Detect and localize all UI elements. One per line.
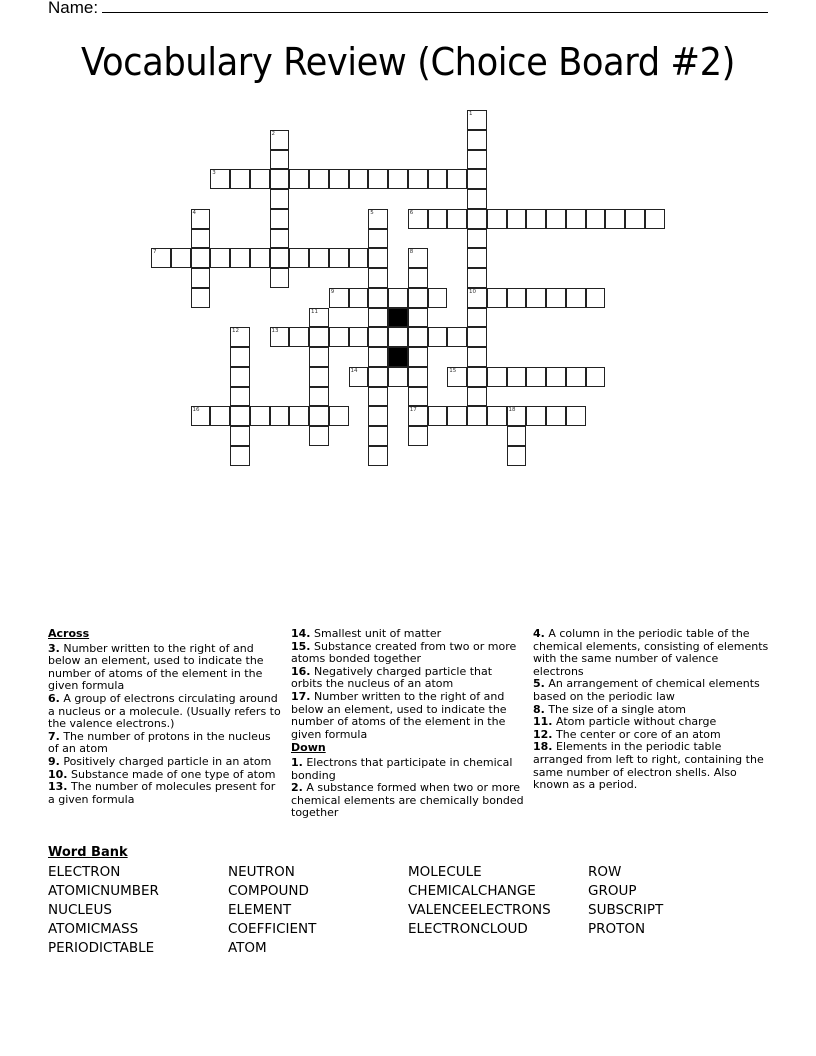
crossword-cell[interactable] (349, 169, 369, 189)
crossword-cell[interactable] (191, 209, 211, 229)
word-bank-item: CHEMICALCHANGE (408, 883, 536, 899)
word-bank-item: PROTON (588, 921, 646, 937)
crossword-cell[interactable] (467, 248, 487, 268)
word-bank-item: NEUTRON (228, 864, 295, 880)
clues-column-2 (291, 628, 526, 820)
clue: 13. The number of molecules present for a given formula (48, 780, 276, 806)
crossword-cell[interactable] (250, 169, 270, 189)
crossword-cell[interactable] (467, 387, 487, 407)
clue: 1. Electrons that participate in chemical bonding (291, 755, 513, 782)
crossword-cell[interactable] (447, 169, 467, 189)
clue-number: 9 (330, 288, 335, 295)
crossword-cell[interactable] (270, 229, 290, 249)
crossword-cell[interactable] (625, 209, 645, 229)
crossword-cell[interactable] (289, 327, 309, 347)
word-bank-item: COMPOUND (228, 883, 309, 899)
word-bank-item: GROUP (588, 883, 637, 899)
crossword-cell[interactable] (230, 426, 250, 446)
crossword-cell[interactable] (507, 209, 527, 229)
crossword-cell[interactable] (230, 347, 250, 367)
crossword-cell[interactable] (230, 406, 250, 426)
clue-number: 1 (469, 111, 473, 117)
crossword-cell[interactable] (270, 189, 290, 209)
crossword-cell[interactable] (507, 406, 527, 426)
crossword-cell[interactable] (408, 327, 428, 347)
crossword-cell[interactable] (329, 288, 349, 308)
clue-number: 11 (311, 308, 318, 315)
crossword-cell[interactable] (309, 426, 329, 446)
black-cell (388, 347, 408, 367)
clue: 7. The number of protons in the nucleus of an atom (48, 729, 271, 756)
crossword-cell[interactable] (467, 327, 487, 347)
word-bank-item: COEFFICIENT (228, 921, 317, 937)
crossword-cell[interactable] (289, 406, 309, 426)
word-bank-item: ATOMICMASS (48, 921, 139, 937)
crossword-cell[interactable] (191, 288, 211, 308)
crossword-cell[interactable] (171, 248, 191, 268)
crossword-cell[interactable] (368, 446, 388, 466)
word-bank-item: ROW (588, 864, 622, 880)
clue-number: 15 (449, 367, 457, 374)
crossword-cell[interactable] (388, 327, 408, 347)
crossword-cell[interactable] (309, 406, 329, 426)
crossword-cell[interactable] (408, 426, 428, 446)
crossword-cell[interactable] (408, 248, 428, 268)
crossword-cell[interactable] (309, 387, 329, 407)
clue: 15. Substance created from two or more atoms bonded together (291, 639, 517, 666)
word-bank (48, 845, 768, 956)
crossword-cell[interactable] (191, 229, 211, 249)
crossword-cell[interactable] (230, 327, 250, 347)
crossword-cell[interactable] (487, 209, 507, 229)
name-label: Name: (48, 0, 99, 17)
crossword-cell[interactable] (467, 189, 487, 209)
crossword-cell[interactable] (270, 268, 290, 288)
crossword-cell[interactable] (546, 406, 566, 426)
crossword-cell[interactable] (329, 327, 349, 347)
word-bank-item: SUBSCRIPT (588, 902, 664, 918)
crossword-cell[interactable] (368, 327, 388, 347)
crossword-cell[interactable] (428, 406, 448, 426)
word-bank-item: ELEMENT (228, 902, 292, 918)
clue-number: 13 (271, 328, 279, 335)
crossword-cell[interactable] (289, 169, 309, 189)
crossword-cell[interactable] (270, 327, 290, 347)
word-bank-item: MOLECULE (408, 864, 482, 880)
black-cell (388, 308, 408, 328)
crossword-cell[interactable] (526, 209, 546, 229)
crossword-cell[interactable] (309, 248, 329, 268)
crossword-cell[interactable] (428, 169, 448, 189)
clue-number: 6 (409, 209, 414, 216)
crossword-cell[interactable] (368, 308, 388, 328)
crossword-cell[interactable] (230, 446, 250, 466)
crossword-cell[interactable] (368, 426, 388, 446)
clue-number: 8 (409, 249, 414, 256)
crossword-cell[interactable] (270, 169, 290, 189)
crossword-cell[interactable] (329, 169, 349, 189)
clue: 3. Number written to the right of and below an element, used to indicate the number of atoms of the element in the given formula (48, 641, 264, 693)
crossword-cell[interactable] (645, 209, 665, 229)
crossword-cell[interactable] (230, 367, 250, 387)
crossword-cell[interactable] (408, 268, 428, 288)
word-bank-item: ELECTRON (48, 864, 121, 880)
clue-number: 2 (271, 130, 275, 137)
crossword-cell[interactable] (309, 327, 329, 347)
crossword-cell[interactable] (368, 406, 388, 426)
across-heading: Across (48, 627, 90, 640)
crossword-cell[interactable] (467, 209, 487, 229)
clue: 14. Smallest unit of matter (291, 627, 442, 640)
word-bank-item: NUCLEUS (48, 902, 112, 918)
crossword-cell[interactable] (270, 248, 290, 268)
crossword-cell[interactable] (250, 248, 270, 268)
clue: 4. A column in the periodic table of the chemical elements, consisting of elements with the same number of valence electrons (533, 627, 769, 678)
crossword-cell[interactable] (368, 209, 388, 229)
crossword-cell[interactable] (408, 209, 428, 229)
crossword-cell[interactable] (368, 229, 388, 249)
clue: 9. Positively charged particle in an atom (48, 754, 272, 768)
crossword-cell[interactable] (368, 268, 388, 288)
crossword-cell[interactable] (586, 288, 606, 308)
clue: 8. The size of a single atom (533, 702, 687, 716)
crossword-cell[interactable] (467, 110, 487, 130)
crossword-cell[interactable] (270, 406, 290, 426)
clue-number: 16 (192, 407, 200, 414)
crossword-cell[interactable] (329, 248, 349, 268)
crossword-cell[interactable] (566, 406, 586, 426)
crossword-cell[interactable] (368, 347, 388, 367)
crossword-cell[interactable] (507, 446, 527, 466)
crossword-cell[interactable] (151, 248, 171, 268)
crossword-cell[interactable] (230, 248, 250, 268)
crossword-cell[interactable] (368, 169, 388, 189)
crossword-cell[interactable] (467, 288, 487, 308)
crossword-cell[interactable] (408, 387, 428, 407)
crossword-cell[interactable] (447, 367, 467, 387)
crossword-cell[interactable] (507, 288, 527, 308)
crossword-cell[interactable] (191, 406, 211, 426)
crossword-cell[interactable] (507, 367, 527, 387)
crossword-cell[interactable] (270, 150, 290, 170)
crossword-cell[interactable] (408, 308, 428, 328)
crossword-cell[interactable] (447, 209, 467, 229)
crossword-cell[interactable] (309, 308, 329, 328)
crossword-cell[interactable] (467, 229, 487, 249)
page-title: Vocabulary Review (Choice Board #2) (81, 40, 735, 84)
crossword-cell[interactable] (368, 367, 388, 387)
clue: 6. A group of electrons circulating around a nucleus or a molecule. (Usually refers to the valence electrons.) (48, 691, 281, 731)
clue-number: 14 (350, 367, 358, 374)
crossword-cell[interactable] (487, 288, 507, 308)
clue: 11. Atom particle without charge (533, 715, 717, 729)
crossword-cell[interactable] (487, 406, 507, 426)
word-bank-title: Word Bank (48, 845, 128, 860)
crossword-cell[interactable] (408, 169, 428, 189)
crossword-cell[interactable] (349, 288, 369, 308)
clue-number: 10 (469, 288, 476, 295)
clue: 17. Number written to the right of and below an element, used to indicate the number of atoms of the element in the given formula (291, 689, 507, 741)
clue-number: 12 (232, 328, 239, 335)
crossword-cell[interactable] (270, 209, 290, 229)
crossword-cell[interactable] (388, 288, 408, 308)
word-bank-item: PERIODICTABLE (48, 940, 155, 956)
crossword-cell[interactable] (408, 367, 428, 387)
crossword-cell[interactable] (368, 248, 388, 268)
crossword-cell[interactable] (605, 209, 625, 229)
crossword-cell[interactable] (289, 248, 309, 268)
crossword-cell[interactable] (388, 169, 408, 189)
word-bank-item: VALENCEELECTRONS (408, 902, 551, 918)
crossword-cell[interactable] (467, 406, 487, 426)
crossword-cell[interactable] (428, 209, 448, 229)
crossword-cell[interactable] (566, 288, 586, 308)
crossword-cell[interactable] (447, 406, 467, 426)
clue: 12. The center or core of an atom (533, 727, 721, 741)
crossword-cell[interactable] (191, 248, 211, 268)
crossword-cell[interactable] (467, 367, 487, 387)
crossword-cell[interactable] (230, 169, 250, 189)
crossword-cell[interactable] (586, 367, 606, 387)
crossword-cell[interactable] (447, 327, 467, 347)
crossword-cell[interactable] (388, 367, 408, 387)
crossword-cell[interactable] (526, 406, 546, 426)
clue-number: 4 (192, 209, 196, 216)
crossword-cell[interactable] (566, 209, 586, 229)
clue: 10. Substance made of one type of atom (48, 767, 276, 781)
crossword-cell[interactable] (270, 130, 290, 150)
clue-number: 3 (212, 170, 216, 177)
clue-number: 18 (508, 407, 516, 414)
crossword-cell[interactable] (586, 209, 606, 229)
crossword-cell[interactable] (368, 288, 388, 308)
crossword-cell[interactable] (526, 288, 546, 308)
down-heading: Down (291, 741, 326, 755)
crossword-cell[interactable] (507, 426, 527, 446)
word-bank-item: ELECTRONCLOUD (408, 921, 528, 937)
crossword-cell[interactable] (467, 150, 487, 170)
crossword-cell[interactable] (546, 367, 566, 387)
crossword-cell[interactable] (546, 288, 566, 308)
crossword-cell[interactable] (309, 347, 329, 367)
crossword-cell[interactable] (408, 347, 428, 367)
crossword-cell[interactable] (566, 367, 586, 387)
clue: 5. An arrangement of chemical elements based on the periodic law (533, 677, 760, 703)
crossword-cell[interactable] (428, 288, 448, 308)
crossword-cell[interactable] (368, 387, 388, 407)
clue: 18. Elements in the periodic table arranged from left to right, containing the same number of electron shells. Also known as a period. (533, 740, 764, 792)
clue-number: 7 (153, 249, 157, 256)
crossword-cell[interactable] (230, 387, 250, 407)
crossword-cell[interactable] (349, 327, 369, 347)
crossword-cell[interactable] (467, 169, 487, 189)
crossword-cell[interactable] (210, 406, 230, 426)
crossword-cell[interactable] (467, 347, 487, 367)
crossword-cell[interactable] (349, 248, 369, 268)
crossword-cell[interactable] (210, 248, 230, 268)
crossword-cell[interactable] (408, 288, 428, 308)
word-bank-item: ATOM (228, 940, 267, 956)
word-bank-item: ATOMICNUMBER (48, 883, 159, 899)
crossword-cell[interactable] (191, 268, 211, 288)
crossword-cell[interactable] (349, 367, 369, 387)
crossword-cell[interactable] (250, 406, 270, 426)
clues-column-3 (533, 628, 769, 792)
clue-number: 17 (409, 407, 417, 414)
crossword-cell[interactable] (408, 406, 428, 426)
crossword-cell[interactable] (428, 327, 448, 347)
crossword-cell[interactable] (329, 406, 349, 426)
clue: 16. Negatively charged particle that orbits the nucleus of an atom (291, 664, 493, 691)
crossword-cell[interactable] (467, 268, 487, 288)
clues-column-1 (48, 628, 284, 806)
crossword-cell[interactable] (309, 367, 329, 387)
crossword-cell[interactable] (546, 209, 566, 229)
crossword-cell[interactable] (487, 367, 507, 387)
crossword-cell[interactable] (467, 130, 487, 150)
clue-number: 5 (370, 209, 374, 216)
crossword-cell[interactable] (526, 367, 546, 387)
crossword-cell[interactable] (467, 308, 487, 328)
crossword-cell[interactable] (210, 169, 230, 189)
crossword-cell[interactable] (309, 169, 329, 189)
clue: 2. A substance formed when two or more chemical elements are chemically bonded together (291, 781, 524, 820)
